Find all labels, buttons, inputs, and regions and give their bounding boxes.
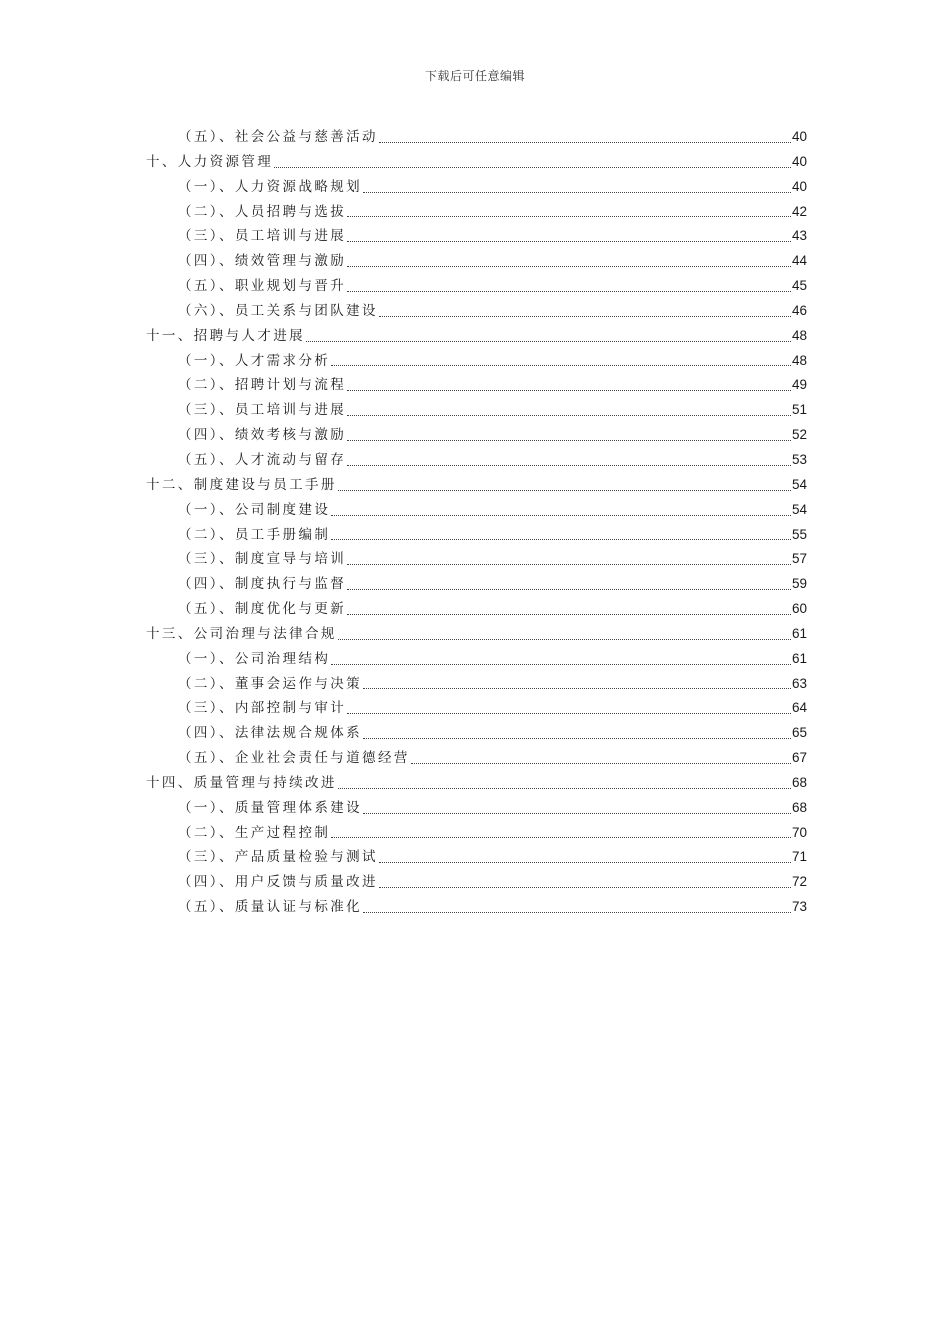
toc-entry-title: （二）、人员招聘与选拔: [178, 203, 347, 220]
toc-entry-title: （三）、内部控制与审计: [178, 700, 347, 717]
toc-entry-page-number: 72: [791, 874, 807, 890]
toc-dot-leader: [347, 614, 791, 615]
table-of-contents: [146, 125, 807, 920]
toc-dot-leader: [331, 664, 791, 665]
toc-entry-page-number: 46: [791, 302, 807, 318]
toc-section-entry[interactable]: [146, 423, 807, 448]
toc-chapter-entry[interactable]: [146, 771, 807, 796]
toc-entry-title: 十一、招聘与人才进展: [146, 327, 305, 344]
toc-entry-page-number: 44: [791, 253, 807, 269]
toc-section-entry[interactable]: [146, 523, 807, 548]
toc-entry-title: （二）、董事会运作与决策: [178, 675, 363, 692]
toc-dot-leader: [347, 465, 791, 466]
toc-entry-page-number: 65: [791, 725, 807, 741]
toc-section-entry[interactable]: [146, 721, 807, 746]
toc-entry-page-number: 40: [791, 129, 807, 144]
toc-entry-title: （四）、法律法规合规体系: [178, 725, 363, 742]
toc-dot-leader: [347, 291, 791, 292]
toc-dot-leader: [331, 365, 791, 366]
toc-section-entry[interactable]: [146, 796, 807, 821]
toc-dot-leader: [347, 713, 791, 714]
toc-entry-title: （一）、公司制度建设: [178, 501, 331, 518]
toc-dot-leader: [347, 216, 791, 217]
toc-entry-title: 十二、制度建设与员工手册: [146, 476, 337, 493]
toc-dot-leader: [379, 142, 791, 143]
toc-dot-leader: [363, 192, 791, 193]
toc-dot-leader: [347, 415, 791, 416]
toc-section-entry[interactable]: [146, 299, 807, 324]
toc-entry-title: （四）、绩效考核与激励: [178, 427, 347, 444]
toc-section-entry[interactable]: [146, 672, 807, 697]
toc-dot-leader: [338, 639, 791, 640]
toc-entry-title: 十四、质量管理与持续改进: [146, 774, 337, 791]
toc-entry-page-number: 61: [791, 625, 807, 641]
toc-entry-title: （五）、质量认证与标准化: [178, 899, 363, 916]
toc-entry-title: （三）、产品质量检验与测试: [178, 849, 378, 866]
toc-chapter-entry[interactable]: [146, 324, 807, 349]
toc-dot-leader: [347, 390, 791, 391]
toc-entry-page-number: 54: [791, 476, 807, 492]
toc-entry-page-number: 70: [791, 824, 807, 840]
toc-entry-page-number: 64: [791, 700, 807, 716]
toc-dot-leader: [331, 515, 791, 516]
toc-entry-page-number: 59: [791, 576, 807, 592]
toc-section-entry[interactable]: [146, 821, 807, 846]
toc-entry-title: （四）、制度执行与监督: [178, 576, 347, 593]
toc-entry-title: （五）、企业社会责任与道德经营: [178, 750, 410, 767]
toc-section-entry[interactable]: [146, 845, 807, 870]
toc-entry-page-number: 42: [791, 203, 807, 219]
toc-dot-leader: [379, 887, 791, 888]
toc-section-entry[interactable]: [146, 175, 807, 200]
toc-entry-title: （三）、员工培训与进展: [178, 402, 347, 419]
toc-dot-leader: [363, 813, 791, 814]
toc-dot-leader: [331, 539, 791, 540]
toc-entry-page-number: 48: [791, 352, 807, 368]
toc-section-entry[interactable]: [146, 224, 807, 249]
toc-entry-title: （二）、员工手册编制: [178, 526, 331, 543]
toc-entry-title: （一）、人力资源战略规划: [178, 178, 363, 195]
toc-entry-title: （五）、职业规划与晋升: [178, 278, 347, 295]
toc-entry-page-number: 52: [791, 427, 807, 443]
toc-section-entry[interactable]: [146, 870, 807, 895]
toc-dot-leader: [347, 440, 791, 441]
toc-dot-leader: [306, 341, 791, 342]
toc-entry-title: （四）、用户反馈与质量改进: [178, 874, 378, 891]
toc-entry-page-number: 43: [791, 228, 807, 244]
toc-entry-page-number: 40: [791, 178, 807, 194]
toc-entry-title: （五）、制度优化与更新: [178, 601, 347, 618]
toc-dot-leader: [363, 912, 791, 913]
toc-entry-page-number: 67: [791, 750, 807, 766]
toc-entry-page-number: 68: [791, 774, 807, 790]
toc-dot-leader: [379, 316, 791, 317]
toc-entry-title: （四）、绩效管理与激励: [178, 253, 347, 270]
toc-entry-title: 十三、公司治理与法律合规: [146, 625, 337, 642]
toc-chapter-entry[interactable]: [146, 150, 807, 175]
toc-section-entry[interactable]: [146, 547, 807, 572]
toc-section-entry[interactable]: [146, 349, 807, 374]
toc-dot-leader: [338, 490, 791, 491]
toc-entry-title: （一）、人才需求分析: [178, 352, 331, 369]
toc-section-entry[interactable]: [146, 398, 807, 423]
toc-dot-leader: [363, 738, 791, 739]
toc-dot-leader: [274, 167, 791, 168]
toc-entry-page-number: 45: [791, 278, 807, 294]
toc-section-entry[interactable]: [146, 746, 807, 771]
toc-dot-leader: [347, 266, 791, 267]
toc-entry-page-number: 68: [791, 799, 807, 815]
toc-dot-leader: [347, 589, 791, 590]
toc-section-entry[interactable]: [146, 274, 807, 299]
toc-dot-leader: [331, 837, 791, 838]
toc-section-entry[interactable]: [146, 572, 807, 597]
toc-section-entry[interactable]: [146, 200, 807, 225]
toc-entry-page-number: 40: [791, 153, 807, 169]
toc-entry-title: （二）、招聘计划与流程: [178, 377, 347, 394]
toc-dot-leader: [411, 763, 791, 764]
toc-entry-page-number: 51: [791, 402, 807, 418]
toc-dot-leader: [363, 688, 791, 689]
toc-section-entry[interactable]: [146, 373, 807, 398]
toc-entry-page-number: 49: [791, 377, 807, 393]
toc-section-entry[interactable]: [146, 125, 807, 150]
toc-entry-title: （六）、员工关系与团队建设: [178, 302, 378, 319]
toc-entry-page-number: 53: [791, 451, 807, 467]
toc-dot-leader: [379, 862, 791, 863]
toc-section-entry[interactable]: [146, 249, 807, 274]
toc-chapter-entry[interactable]: [146, 473, 807, 498]
toc-section-entry[interactable]: [146, 448, 807, 473]
toc-dot-leader: [338, 788, 791, 789]
toc-entry-title: （二）、生产过程控制: [178, 824, 331, 841]
toc-entry-title: （三）、员工培训与进展: [178, 228, 347, 245]
toc-dot-leader: [347, 564, 791, 565]
toc-entry-page-number: 60: [791, 601, 807, 617]
toc-section-entry[interactable]: [146, 696, 807, 721]
toc-dot-leader: [347, 241, 791, 242]
toc-section-entry[interactable]: [146, 597, 807, 622]
toc-entry-title: （三）、制度宣导与培训: [178, 551, 347, 568]
toc-entry-page-number: 61: [791, 650, 807, 666]
toc-entry-title: （五）、人才流动与留存: [178, 451, 347, 468]
toc-chapter-entry[interactable]: [146, 622, 807, 647]
toc-entry-page-number: 63: [791, 675, 807, 691]
toc-entry-page-number: 73: [791, 899, 807, 915]
toc-section-entry[interactable]: [146, 498, 807, 523]
toc-section-entry[interactable]: [146, 647, 807, 672]
toc-section-entry[interactable]: [146, 895, 807, 920]
toc-entry-title: 十、人力资源管理: [146, 153, 274, 170]
toc-entry-page-number: 55: [791, 526, 807, 542]
page-header: 下载后可任意编辑: [424, 69, 525, 83]
toc-entry-title: （一）、公司治理结构: [178, 650, 331, 667]
toc-entry-page-number: 54: [791, 501, 807, 517]
toc-entry-page-number: 48: [791, 327, 807, 343]
toc-entry-title: （一）、质量管理体系建设: [178, 799, 363, 816]
toc-entry-page-number: 71: [791, 849, 807, 865]
toc-entry-page-number: 57: [791, 551, 807, 567]
toc-entry-title: （五）、社会公益与慈善活动: [178, 129, 378, 145]
